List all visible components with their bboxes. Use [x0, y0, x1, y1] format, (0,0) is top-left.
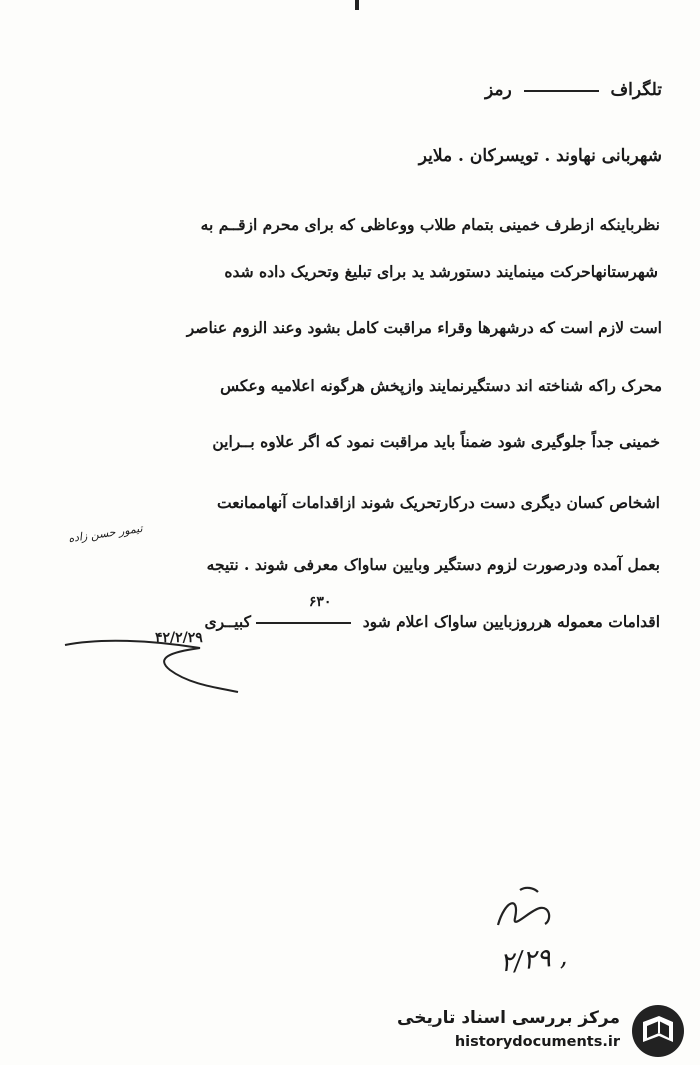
watermark-title: مرکز بررسی اسناد تاریخی: [397, 1008, 620, 1028]
body-line-2: شهرستانهاحرکت مینمایند دستورشد ید برای تبلیغ وتحریک داده شده: [224, 262, 658, 281]
body-line-7: بعمل آمده ودرصورت لزوم دستگیر وبایین ساواک معرفی شوند . نتیجه: [206, 555, 660, 574]
telegram-code-label: رمز: [484, 80, 512, 100]
telegram-number: ۶۳۰: [308, 594, 332, 610]
heading-dash: [524, 90, 599, 92]
body-line-3: است لازم است که درشهرها وقراء مراقبت کامل بشود وعند الزوم عناصر: [186, 318, 662, 337]
sender-block: [256, 594, 351, 631]
margin-signature: [490, 880, 560, 940]
telegram-title: تلگراف: [610, 80, 662, 100]
handwritten-insertion: تیمور حسن زاده: [67, 521, 144, 546]
signature-dash: [256, 622, 351, 624]
top-edge-mark: [355, 0, 359, 10]
watermark-url: historydocuments.ir: [454, 1034, 620, 1050]
closing-line: [204, 594, 660, 631]
body-line-1: نظرباینکه ازطرف خمینی بتمام طلاب ووعاظی که برای محرم ازقــم به: [200, 215, 660, 234]
sender-name: کبیــری: [204, 612, 251, 631]
archive-logo-icon: [629, 1002, 687, 1060]
body-line-4: محرک راکه شناخته اند دستگیرنمایند وازپخش هرگونه اعلامیه وعکس: [220, 376, 662, 395]
telegram-heading: [485, 80, 662, 100]
recipients-line: شهربانی نهاوند . تویسرکان . ملایر: [418, 146, 662, 166]
body-line-5: خمینی جداً جلوگیری شود ضمناً باید مراقبت نمود که اگر علاوه بــراین: [212, 432, 660, 451]
telegram-date: ۴۲/۲/۲۹: [155, 630, 203, 646]
body-line-6: اشخاص کسان دیگری دست درکارتحریک شوند ازاقدامات آنهاممانعت: [217, 493, 660, 512]
handwritten-scribble: [60, 630, 250, 700]
closing-text: اقدامات معموله هرروزبایین ساواک اعلام شود: [362, 612, 660, 631]
watermark: [397, 1000, 695, 1060]
margin-date: ۲/۲۹ ,: [498, 941, 569, 979]
